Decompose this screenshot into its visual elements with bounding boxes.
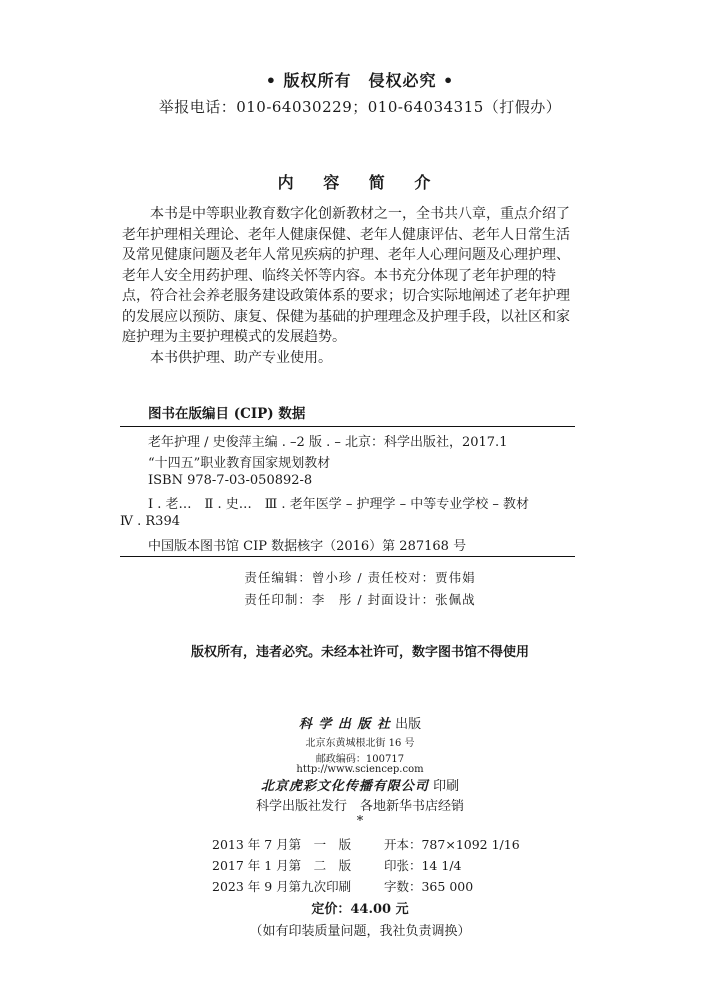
cip-verification: 中国版本图书馆 CIP 数据核字（2016）第 287168 号 xyxy=(148,539,467,554)
cip-line1: 老年护理 / 史俊萍主编 . –2 版 . – 北京：科学出版社，2017.1 xyxy=(148,435,508,450)
copyright-notice: 版权所有，违者必究。未经本社许可，数字图书馆不得使用 xyxy=(190,645,529,660)
edition-date: 2013 年 7 月第 一 版 xyxy=(212,837,352,852)
publisher-url: http://www.sciencep.com xyxy=(296,764,424,775)
summary-usage: 本书供护理、助产专业使用。 xyxy=(150,349,332,366)
report-hotline: 举报电话：010-64030229；010-64034315（打假办） xyxy=(158,98,562,116)
cip-title: 图书在版编目 (CIP) 数据 xyxy=(148,406,306,422)
summary-title: 内 容 简 介 xyxy=(277,173,443,192)
summary-line: 点，符合社会养老服务建设政策体系的要求；切合实际地阐述了老年护理 xyxy=(122,288,570,304)
cip-bottom-rule xyxy=(120,556,575,557)
summary-body xyxy=(122,204,582,368)
summary-line: 本书是中等职业教育数字化创新教材之一，全书共八章，重点介绍了 xyxy=(150,206,570,222)
edition-row xyxy=(212,856,461,874)
edition-spec: 字数：365 000 xyxy=(383,879,474,894)
publisher-name: 科 学 出 版 社 xyxy=(298,717,391,732)
publisher-suffix: 出版 xyxy=(395,717,422,732)
summary-line: 老年人安全用药护理、临终关怀等内容。本书充分体现了老年护理的特 xyxy=(122,267,556,284)
publisher-line xyxy=(0,713,720,732)
quality-notice: （如有印装质量问题，我社负责调换） xyxy=(249,924,471,939)
separator-star: * xyxy=(356,814,364,829)
cip-subjects: Ⅰ . 老… Ⅱ . 史… Ⅲ . 老年医学 – 护理学 – 中等专业学校 – 教材 xyxy=(148,497,529,512)
edition-spec: 开本：787×1092 1/16 xyxy=(383,837,520,852)
printer-suffix: 印刷 xyxy=(433,779,460,794)
summary-line: 的发展应以预防、康复、保健为基础的护理理念及护理手段，以社区和家 xyxy=(122,308,570,325)
edition-date: 2023 年 9 月第九次印刷 xyxy=(212,879,352,894)
summary-line: 庭护理为主要护理模式的发展趋势。 xyxy=(122,329,346,345)
rights-notice: • 版权所有 侵权必究 • xyxy=(265,71,455,90)
cip-classification: Ⅳ . R394 xyxy=(120,514,180,529)
cip-top-rule xyxy=(120,426,575,427)
cip-isbn: ISBN 978-7-03-050892-8 xyxy=(148,473,313,488)
distribution-line: 科学出版社发行 各地新华书店经销 xyxy=(255,799,464,814)
edition-row xyxy=(212,835,520,853)
printer-name: 北京虎彩文化传播有限公司 xyxy=(260,779,429,794)
cip-line2: “十四五”职业教育国家规划教材 xyxy=(148,456,331,471)
staff-line1: 责任编辑：曾小珍 / 责任校对：贾伟娟 xyxy=(244,570,476,585)
printer-line xyxy=(0,775,720,794)
edition-spec: 印张：14 1/4 xyxy=(383,858,462,873)
summary-line: 及常见健康问题及老年人常见疾病的护理、老年人心理问题及心理护理、 xyxy=(122,247,570,263)
staff-line2: 责任印制：李 彤 / 封面设计：张佩战 xyxy=(244,592,476,607)
publisher-postcode: 邮政编码：100717 xyxy=(315,754,405,765)
summary-line: 老年护理相关理论、老年人健康保健、老年人健康评估、老年人日常生活 xyxy=(122,226,570,243)
edition-row xyxy=(212,877,473,895)
edition-date: 2017 年 1 月第 二 版 xyxy=(212,858,352,873)
price: 定价：44.00 元 xyxy=(311,902,409,917)
publisher-address: 北京东黄城根北街 16 号 xyxy=(305,738,415,749)
